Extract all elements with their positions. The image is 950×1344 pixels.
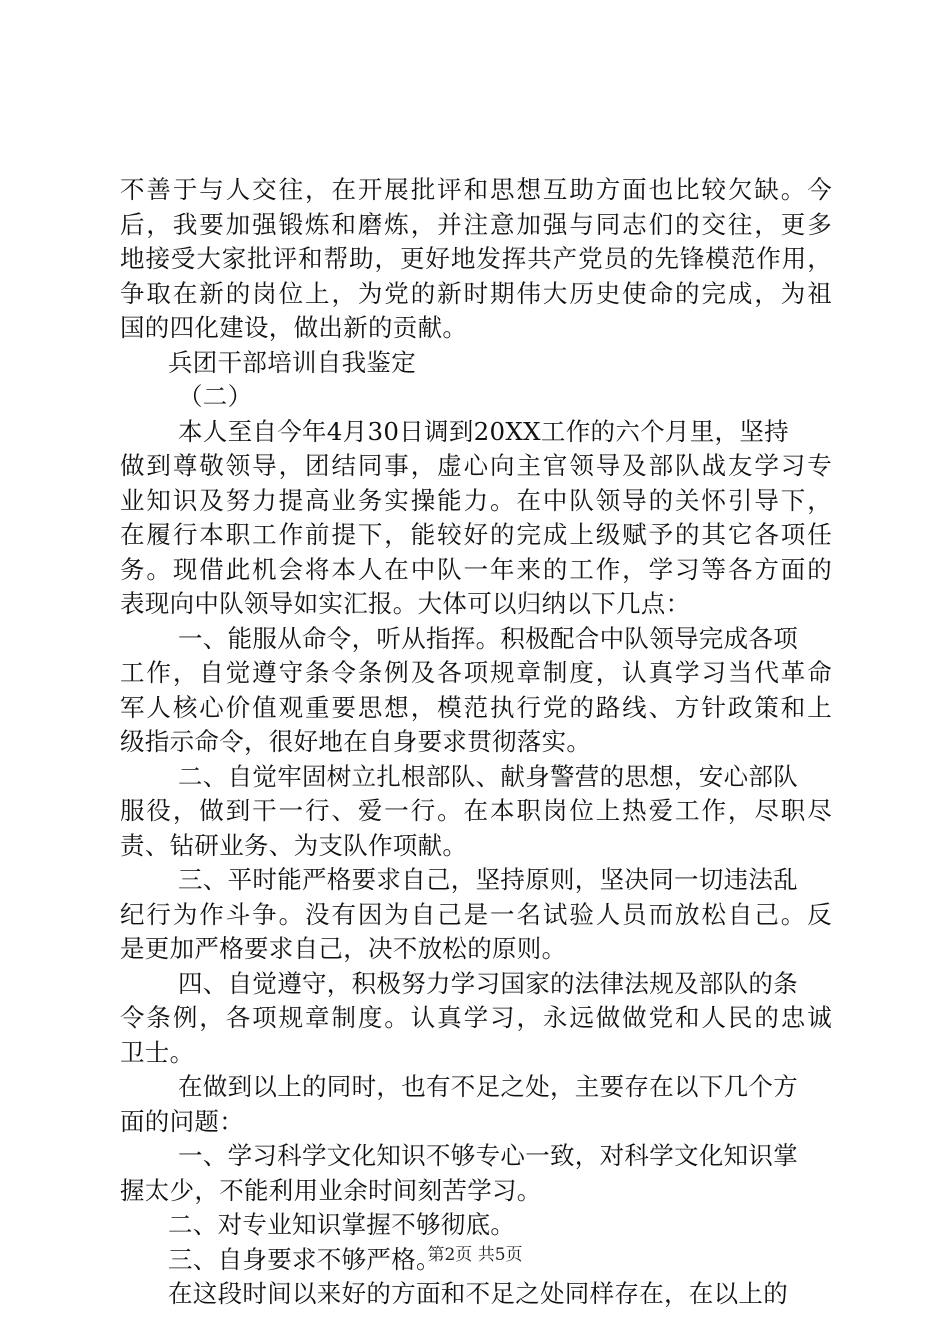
text-line: 业知识及努力提高业务实操能力。在中队领导的关怀引导下， (120, 485, 832, 515)
text-line: 后，我要加强锻炼和磨炼，并注意加强与同志们的交往，更多 (120, 209, 832, 239)
text-line: 握太少，不能利用业余时间刻苦学习。 (120, 1175, 542, 1205)
text-line: 级指示命令，很好地在自身要求贯彻落实。 (120, 727, 592, 756)
text-line: 二、对专业知识掌握不够彻底。 (168, 1210, 516, 1239)
text-line: 在履行本职工作前提下，能较好的完成上级赋予的其它各项任 (120, 520, 832, 549)
text-line: 工作，自觉遵守条令条例及各项规章制度，认真学习当代革命 (120, 658, 832, 687)
text-line: 面的问题： (120, 1106, 244, 1136)
text-line: 令条例，各项规章制度。认真学习，永远做做党和人民的忠诚 (120, 1003, 832, 1032)
text-line: 纪行为作斗争。没有因为自己是一名试验人员而放松自己。反 (120, 899, 832, 929)
section-heading: 兵团干部培训自我鉴定 (168, 347, 416, 377)
text-line: 务。现借此机会将本人在中队一年来的工作，学习等各方面的 (120, 554, 832, 584)
text-line: 做到尊敬领导，团结同事，虚心向主官领导及部队战友学习专 (120, 451, 832, 480)
text-line: 争取在新的岗位上，为党的新时期伟大历史使命的完成，为祖 (120, 278, 832, 308)
text-line: 在做到以上的同时，也有不足之处，主要存在以下几个方 (178, 1072, 798, 1101)
section-number: （二） (178, 382, 253, 411)
text-line: 表现向中队领导如实汇报。大体可以归纳以下几点： (120, 589, 691, 618)
text-line: 卫士。 (120, 1037, 195, 1067)
text-line: 服役，做到干一行、爱一行。在本职岗位上热爱工作，尽职尽 (120, 796, 832, 825)
text-line: 三、平时能严格要求自己，坚持原则，坚决同一切违法乱 (178, 865, 798, 894)
text-line: 三、自身要求不够严格。 (168, 1244, 441, 1274)
text-line: 国的四化建设，做出新的贡献。 (120, 313, 468, 342)
document-body (120, 173, 832, 1312)
text-line: 本人至自今年4月30日调到20XX工作的六个月里，坚持 (178, 416, 789, 446)
text-line: 在这段时间以来好的方面和不足之处同样存在，在以上的 (168, 1279, 788, 1308)
text-line: 军人核心价值观重要思想，模范执行党的路线、方针政策和上 (120, 692, 832, 722)
text-line: 一、能服从命令，听从指挥。积极配合中队领导完成各项 (178, 623, 798, 653)
text-line: 一、学习科学文化知识不够专心一致，对科学文化知识掌 (178, 1141, 798, 1170)
text-line: 二、自觉牢固树立扎根部队、献身警营的思想，安心部队 (178, 761, 798, 791)
text-line: 责、钻研业务、为支队作项献。 (120, 830, 468, 860)
page-footer: 第2页 共5页 (427, 1245, 523, 1265)
text-line: 是更加严格要求自己，决不放松的原则。 (120, 934, 567, 963)
text-line: 地接受大家批评和帮助，更好地发挥共产党员的先锋模范作用， (120, 244, 832, 273)
text-line: 四、自觉遵守，积极努力学习国家的法律法规及部队的条 (178, 968, 798, 998)
text-line: 不善于与人交往，在开展批评和思想互助方面也比较欠缺。今 (120, 175, 832, 204)
